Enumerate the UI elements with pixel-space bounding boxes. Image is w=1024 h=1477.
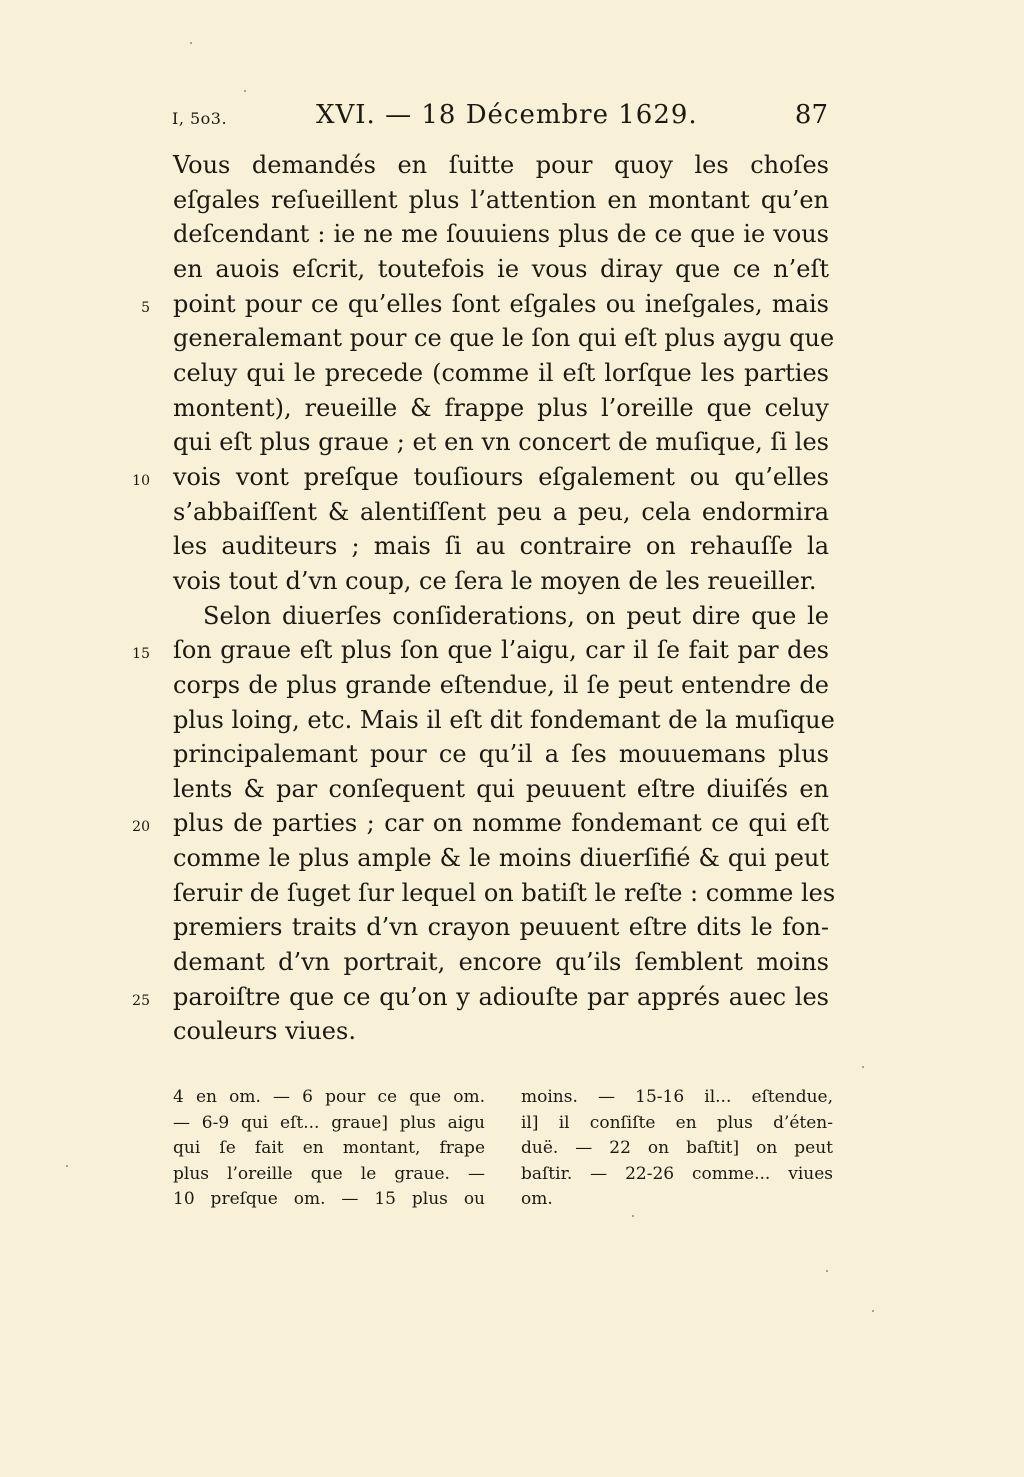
text-line: corps de plus grande eſtendue, il ſe peut entendre de xyxy=(173,670,829,699)
main-text xyxy=(132,148,836,1049)
text-line-content: point pour ce qu’elles ſont eſgales ou ineſgales, mais xyxy=(173,289,829,318)
line-number: 5 xyxy=(141,299,150,316)
note-line: om. xyxy=(521,1189,553,1209)
text-line: plus loing, etc. Mais il eſt dit fondemant de la muſique xyxy=(173,705,835,734)
notes-left-column xyxy=(173,1085,485,1213)
text-line: Vous demandés en ſuitte pour quoy les choſes xyxy=(173,151,829,179)
text-line-numbered xyxy=(141,287,829,322)
text-line: vois tout d’vn coup, ce ſera le moyen de les reueiller. xyxy=(173,566,817,595)
running-header xyxy=(172,99,828,139)
text-line: qui eſt plus graue ; et en vn concert de muſique, ſi les xyxy=(173,428,829,457)
letter-heading: XVI. — 18 Décembre 1629. xyxy=(316,100,698,130)
critical-apparatus xyxy=(173,1085,833,1213)
paper-speck xyxy=(872,1310,874,1312)
text-line: eſgales reſueillent plus l’attention en montant qu’en xyxy=(173,185,829,214)
text-line-numbered xyxy=(132,460,829,495)
note-line: moins. — 15-16 il... eſtendue, xyxy=(521,1087,833,1107)
paper-speck xyxy=(826,1270,828,1272)
note-line: baſtir. — 22-26 comme... viues xyxy=(521,1163,833,1184)
text-line-content: plus de parties ; car on nomme fondemant ce qui eſt xyxy=(173,809,829,838)
text-line: demant d’vn portrait, encore qu’ils ſemblent moins xyxy=(173,948,829,977)
text-line: premiers traits d’vn crayon peuuent eſtre dits le fon- xyxy=(173,913,829,942)
note-line: — 6-9 qui eſt... graue] plus aigu xyxy=(173,1112,485,1133)
text-line: generalemant pour ce que le ſon qui eſt plus aygu que xyxy=(173,324,835,353)
notes-right-column xyxy=(521,1085,833,1213)
note-line: plus l’oreille que le graue. — xyxy=(173,1163,485,1184)
note-line: duë. — 22 on baſtit] on peut xyxy=(521,1138,833,1158)
note-line: 10 preſque om. — 15 plus ou xyxy=(173,1189,485,1209)
text-line-content: paroiſtre que ce qu’on y adiouſte par apprés auec les xyxy=(173,982,829,1011)
page-number: 87 xyxy=(794,100,828,130)
line-number: 25 xyxy=(132,992,150,1009)
line-number: 15 xyxy=(132,646,150,663)
paragraph-first-line: Selon diuerſes conſiderations, on peut dire que le xyxy=(203,601,829,630)
text-line-numbered xyxy=(132,980,829,1015)
text-line-numbered xyxy=(132,806,829,841)
text-line: principalemant pour ce qu’il a ſes mouuemans plus xyxy=(173,740,829,769)
text-line: celuy qui le precede (comme il eſt lorſque les parties xyxy=(173,358,829,387)
text-line: couleurs viues. xyxy=(173,1017,356,1046)
text-line-content: ſon graue eſt plus ſon que l’aigu, car il ſe fait par des xyxy=(173,636,829,665)
note-line: 4 en om. — 6 pour ce que om. xyxy=(173,1087,485,1107)
text-line: lents & par conſequent qui peuuent eſtre diuiſés en xyxy=(173,774,829,803)
text-line: les auditeurs ; mais ſi au contraire on rehauſſe la xyxy=(173,532,829,561)
volume-page-reference: I, 5o3. xyxy=(172,109,228,128)
paper-speck xyxy=(190,42,192,44)
paper-speck xyxy=(862,1066,864,1068)
line-number: 20 xyxy=(132,819,150,836)
paper-speck xyxy=(66,1165,68,1167)
note-line: il] il conſiſte en plus d’éten- xyxy=(521,1112,833,1133)
paper-speck xyxy=(244,90,246,92)
text-line: deſcendant : ie ne me ſouuiens plus de ce que ie vous xyxy=(173,220,829,249)
text-line-content: vois vont preſque touſiours eſgalement ou qu’elles xyxy=(173,462,829,491)
text-line: montent), reueille & frappe plus l’oreille que celuy xyxy=(173,393,829,422)
text-line: ſeruir de ſuget ſur lequel on batiſt le reſte : comme les xyxy=(173,878,836,907)
note-line: qui ſe fait en montant, frape xyxy=(173,1138,485,1158)
text-line: comme le plus ample & le moins diuerſifié & qui peut xyxy=(173,844,829,873)
text-line: s’abbaiſſent & alentiſſent peu a peu, cela endormira xyxy=(173,497,829,526)
line-number: 10 xyxy=(132,472,150,489)
text-line-numbered xyxy=(132,633,829,668)
paper-speck xyxy=(632,1215,634,1217)
text-line: en auois eſcrit, toutefois ie vous diray que ce n’eſt xyxy=(173,254,829,283)
